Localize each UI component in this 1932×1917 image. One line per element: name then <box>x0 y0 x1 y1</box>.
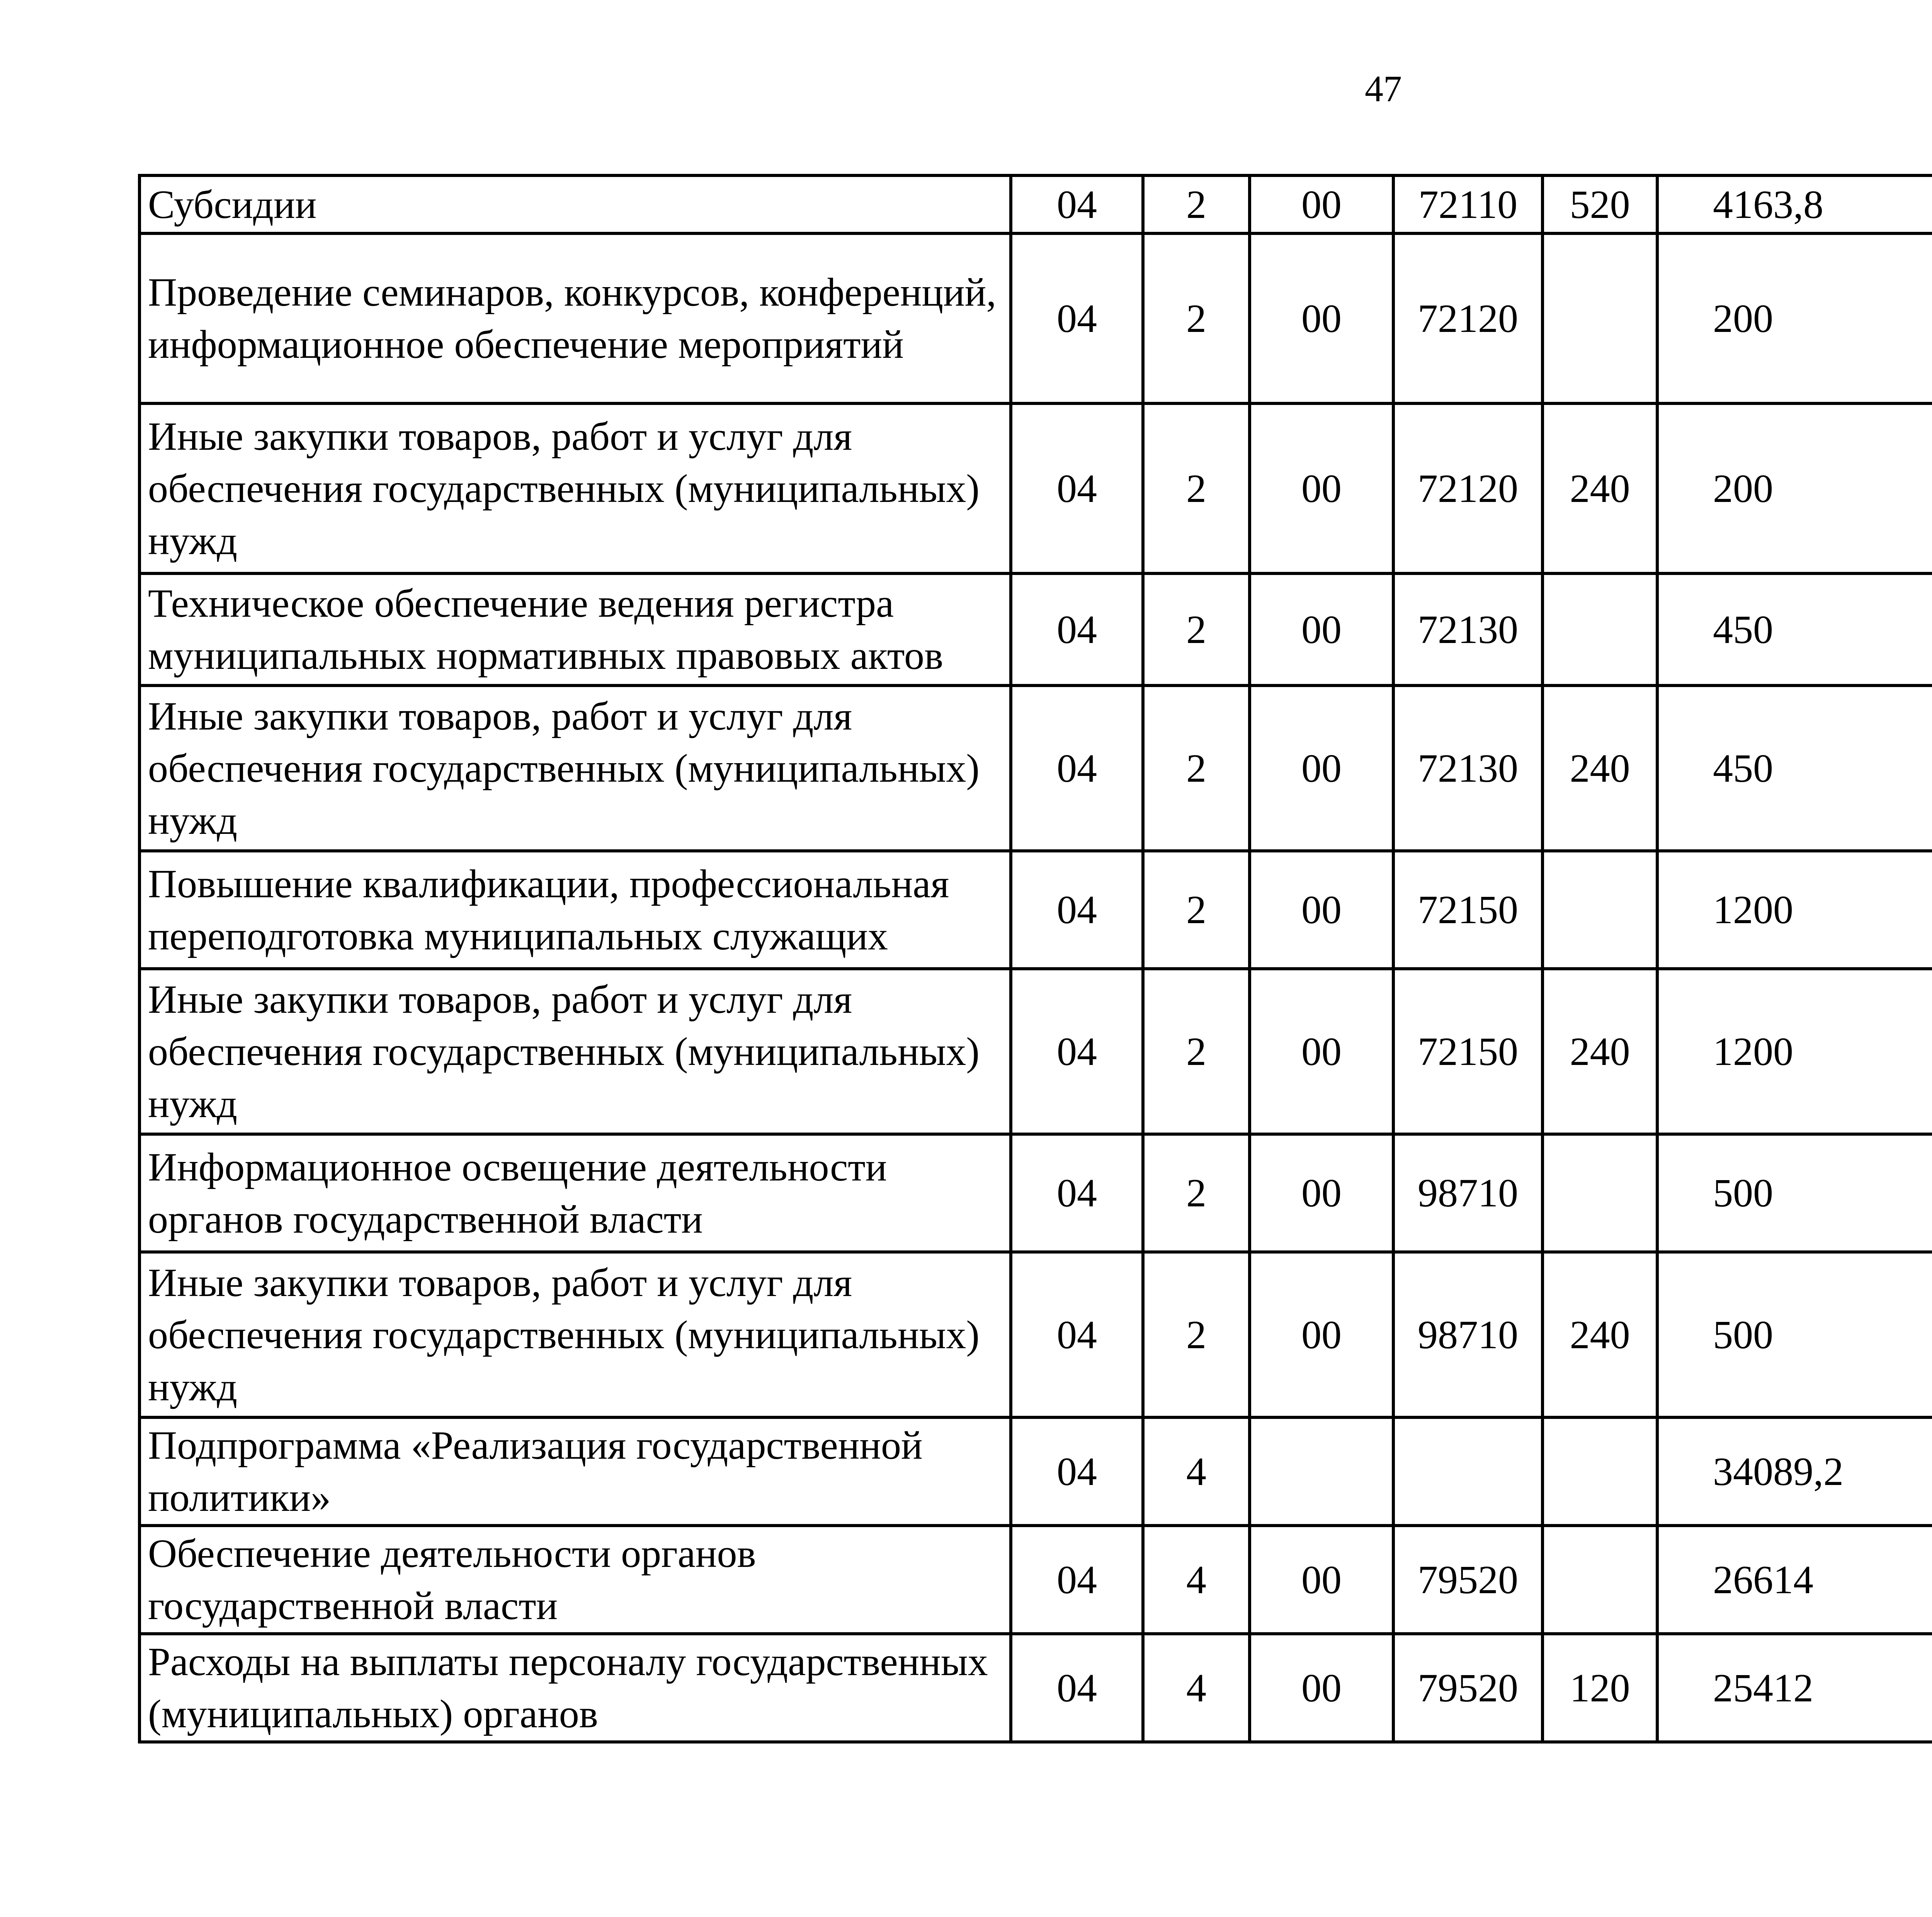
section-code: 04 <box>1011 851 1143 969</box>
section-code: 04 <box>1011 969 1143 1134</box>
subprogram-code: 00 <box>1250 233 1393 403</box>
direction-code: 72150 <box>1393 969 1543 1134</box>
direction-code: 72120 <box>1393 403 1543 573</box>
row-name: Иные закупки товаров, работ и услуг для обеспечения государственных (муниципальных) нужд <box>139 1252 1011 1417</box>
program-code: 2 <box>1143 233 1250 403</box>
expense-type-code: 240 <box>1543 1252 1657 1417</box>
direction-code: 98710 <box>1393 1134 1543 1252</box>
program-code: 2 <box>1143 1252 1250 1417</box>
amount-1: 500 <box>1657 1134 1932 1252</box>
table-row <box>139 573 1932 685</box>
subprogram-code: 00 <box>1250 851 1393 969</box>
row-name: Подпрограмма «Реализация государственной политики» <box>139 1417 1011 1526</box>
subprogram-code: 00 <box>1250 1134 1393 1252</box>
section-code: 04 <box>1011 403 1143 573</box>
amount-1: 1200 <box>1657 851 1932 969</box>
table-row <box>139 851 1932 969</box>
row-name: Информационное освещение деятельности органов государственной власти <box>139 1134 1011 1252</box>
program-code: 4 <box>1143 1526 1250 1634</box>
direction-code: 72150 <box>1393 851 1543 969</box>
amount-1: 200 <box>1657 233 1932 403</box>
row-name: Иные закупки товаров, работ и услуг для обеспечения государственных (муниципальных) нужд <box>139 685 1011 851</box>
expense-type-code <box>1543 851 1657 969</box>
amount-1: 450 <box>1657 685 1932 851</box>
expense-type-code <box>1543 1134 1657 1252</box>
subprogram-code: 00 <box>1250 1252 1393 1417</box>
section-code: 04 <box>1011 233 1143 403</box>
direction-code: 72130 <box>1393 573 1543 685</box>
table-row <box>139 1526 1932 1634</box>
row-name: Повышение квалификации, профессиональная переподготовка муниципальных служащих <box>139 851 1011 969</box>
amount-1: 450 <box>1657 573 1932 685</box>
table-row <box>139 969 1932 1134</box>
table-row <box>139 403 1932 573</box>
table-row <box>139 1134 1932 1252</box>
program-code: 4 <box>1143 1634 1250 1742</box>
amount-1: 1200 <box>1657 969 1932 1134</box>
section-code: 04 <box>1011 1417 1143 1526</box>
subprogram-code: 00 <box>1250 1526 1393 1634</box>
program-code: 2 <box>1143 851 1250 969</box>
expense-type-code: 240 <box>1543 685 1657 851</box>
program-code: 2 <box>1143 573 1250 685</box>
program-code: 2 <box>1143 1134 1250 1252</box>
direction-code: 72110 <box>1393 175 1543 233</box>
expense-type-code: 120 <box>1543 1634 1657 1742</box>
amount-1: 4163,8 <box>1657 175 1932 233</box>
direction-code: 79520 <box>1393 1634 1543 1742</box>
table-row <box>139 233 1932 403</box>
table-row <box>139 1252 1932 1417</box>
program-code: 2 <box>1143 175 1250 233</box>
expense-type-code <box>1543 573 1657 685</box>
row-name: Техническое обеспечение ведения регистра муниципальных нормативных правовых актов <box>139 573 1011 685</box>
direction-code: 98710 <box>1393 1252 1543 1417</box>
amount-1: 200 <box>1657 403 1932 573</box>
row-name: Иные закупки товаров, работ и услуг для обеспечения государственных (муниципальных) нужд <box>139 969 1011 1134</box>
direction-code: 72130 <box>1393 685 1543 851</box>
table-row <box>139 1634 1932 1742</box>
section-code: 04 <box>1011 573 1143 685</box>
budget-table <box>138 174 1932 1744</box>
program-code: 2 <box>1143 685 1250 851</box>
row-name: Иные закупки товаров, работ и услуг для обеспечения государственных (муниципальных) нужд <box>139 403 1011 573</box>
section-code: 04 <box>1011 175 1143 233</box>
table-row <box>139 1417 1932 1526</box>
amount-1: 500 <box>1657 1252 1932 1417</box>
expense-type-code <box>1543 1526 1657 1634</box>
row-name: Обеспечение деятельности органов государственной власти <box>139 1526 1011 1634</box>
subprogram-code <box>1250 1417 1393 1526</box>
row-name: Расходы на выплаты персоналу государственных (муниципальных) органов <box>139 1634 1011 1742</box>
subprogram-code: 00 <box>1250 685 1393 851</box>
expense-type-code <box>1543 233 1657 403</box>
program-code: 2 <box>1143 403 1250 573</box>
page-number: 47 <box>1365 68 1402 109</box>
subprogram-code: 00 <box>1250 175 1393 233</box>
expense-type-code: 240 <box>1543 969 1657 1134</box>
table-row <box>139 175 1932 233</box>
direction-code: 72120 <box>1393 233 1543 403</box>
expense-type-code: 240 <box>1543 403 1657 573</box>
row-name: Субсидии <box>139 175 1011 233</box>
amount-1: 26614 <box>1657 1526 1932 1634</box>
subprogram-code: 00 <box>1250 969 1393 1134</box>
program-code: 4 <box>1143 1417 1250 1526</box>
subprogram-code: 00 <box>1250 1634 1393 1742</box>
direction-code: 79520 <box>1393 1526 1543 1634</box>
expense-type-code <box>1543 1417 1657 1526</box>
amount-1: 25412 <box>1657 1634 1932 1742</box>
subprogram-code: 00 <box>1250 403 1393 573</box>
program-code: 2 <box>1143 969 1250 1134</box>
section-code: 04 <box>1011 1252 1143 1417</box>
section-code: 04 <box>1011 1634 1143 1742</box>
section-code: 04 <box>1011 1526 1143 1634</box>
table-row <box>139 685 1932 851</box>
row-name: Проведение семинаров, конкурсов, конференций, информационное обеспечение мероприятий <box>139 233 1011 403</box>
subprogram-code: 00 <box>1250 573 1393 685</box>
section-code: 04 <box>1011 1134 1143 1252</box>
amount-1: 34089,2 <box>1657 1417 1932 1526</box>
section-code: 04 <box>1011 685 1143 851</box>
expense-type-code: 520 <box>1543 175 1657 233</box>
direction-code <box>1393 1417 1543 1526</box>
